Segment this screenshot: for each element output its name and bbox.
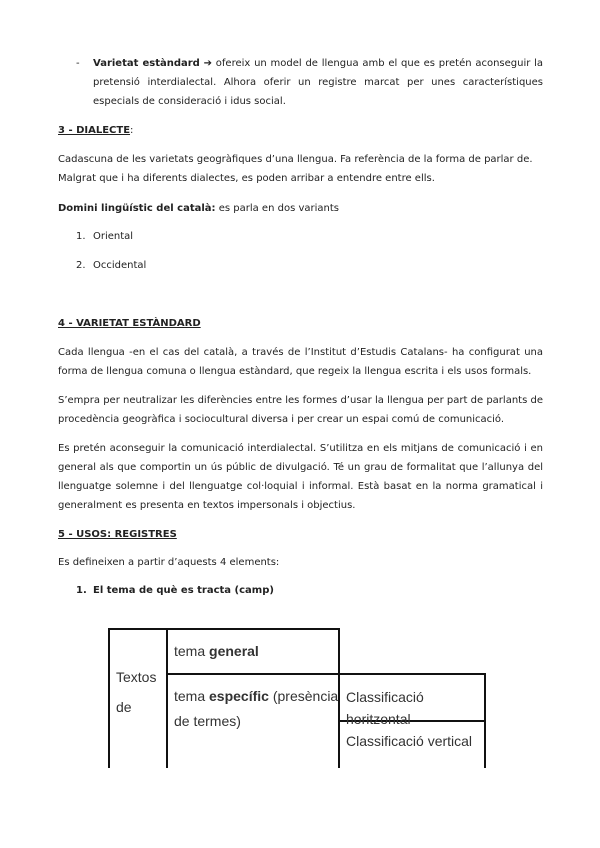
table-classificacio-horitzontal: Classificació horitzontal [346, 689, 424, 727]
tema-general-bold: general [209, 643, 259, 659]
arrow-icon: ➔ [203, 58, 213, 69]
registres-intro: Es defineixen a partir d’aquests 4 elements: [58, 557, 280, 568]
domini-text: es parla en dos variants [218, 203, 339, 214]
table-tema-especific-line2: de termes) [174, 713, 241, 729]
camp-item-label: El tema de què es tracta (camp) [93, 585, 274, 596]
variant-number: 2. [76, 260, 86, 271]
tema-prefix: tema [174, 688, 206, 704]
domini-linguistic-line [58, 199, 543, 218]
tema-especific-bold: específic [209, 688, 269, 704]
section-3-heading [58, 124, 133, 138]
table-tema-general [174, 640, 259, 662]
table-line [108, 628, 340, 630]
table-line [108, 628, 110, 768]
section-3-colon: : [130, 125, 134, 136]
tema-prefix: tema [174, 643, 206, 659]
estandard-paragraph-1: Cada llengua -en el cas del català, a través de l’Institut d’Estudis Catalans- ha configurat una forma de llengua comuna o llengua estàndard, que regeix la llengua escrita i els usos formals. [58, 347, 543, 377]
bullet-dash: - [76, 58, 80, 69]
table-textos-label: Textos [116, 669, 157, 685]
varietat-estandard-text: ofereix un model de llengua amb el que es pretén aconseguir la pretensió interdialectal. Alhora oferir un registre marcat per unes característiques especials de consideració i idus social. [93, 58, 544, 107]
varietat-estandard-term: Varietat estàndard [93, 58, 200, 69]
table-line [166, 673, 486, 675]
table-tema-especific [174, 685, 338, 707]
estandard-paragraph-2: S’empra per neutralizar les diferències entre les formes d’usar la llengua per part de parlants de procedència geogràfica i sociocultural diversa i per crear un espai comú de comunicació. [58, 395, 543, 425]
section-4-heading [58, 317, 201, 331]
camp-item-number: 1. [76, 585, 87, 596]
domini-label: Domini lingüístic del català: [58, 203, 216, 214]
table-line [338, 628, 340, 768]
variant-label: Occidental [93, 260, 147, 271]
table-line [166, 628, 168, 768]
camp-table-image [108, 628, 488, 768]
estandard-paragraph-3: Es pretén aconseguir la comunicació interdialectal. S’utilitza en els mitjans de comunicació i en general als que comportin un ús públic de divulgació. Té un grau de formalitat que l’allunya del llenguatge solemne i del llenguatge col·loquial i informal. Està basat en la norma gramatical i generalment es presenta en textos impersonals i objectius. [58, 443, 543, 511]
section-3-title: 3 - DIALECTE [58, 125, 131, 136]
dialecte-paragraph: Cadascuna de les varietats geogràfiques d’una llengua. Fa referència de la forma de parlar de. Malgrat que i ha diferents dialectes, es poden arribar a entendre entre ells. [58, 154, 533, 184]
variant-number: 1. [76, 231, 86, 242]
section-5-heading [58, 528, 177, 542]
varietat-estandard-bullet [93, 54, 543, 111]
table-de-label: de [116, 699, 132, 715]
variant-label: Oriental [93, 231, 134, 242]
tema-especific-suffix: (presència [272, 688, 339, 704]
section-4-title: 4 - VARIETAT ESTÀNDARD [58, 318, 201, 329]
table-classificacio-vertical: Classificació vertical [346, 733, 473, 749]
section-5-title: 5 - USOS: REGISTRES [58, 529, 177, 540]
